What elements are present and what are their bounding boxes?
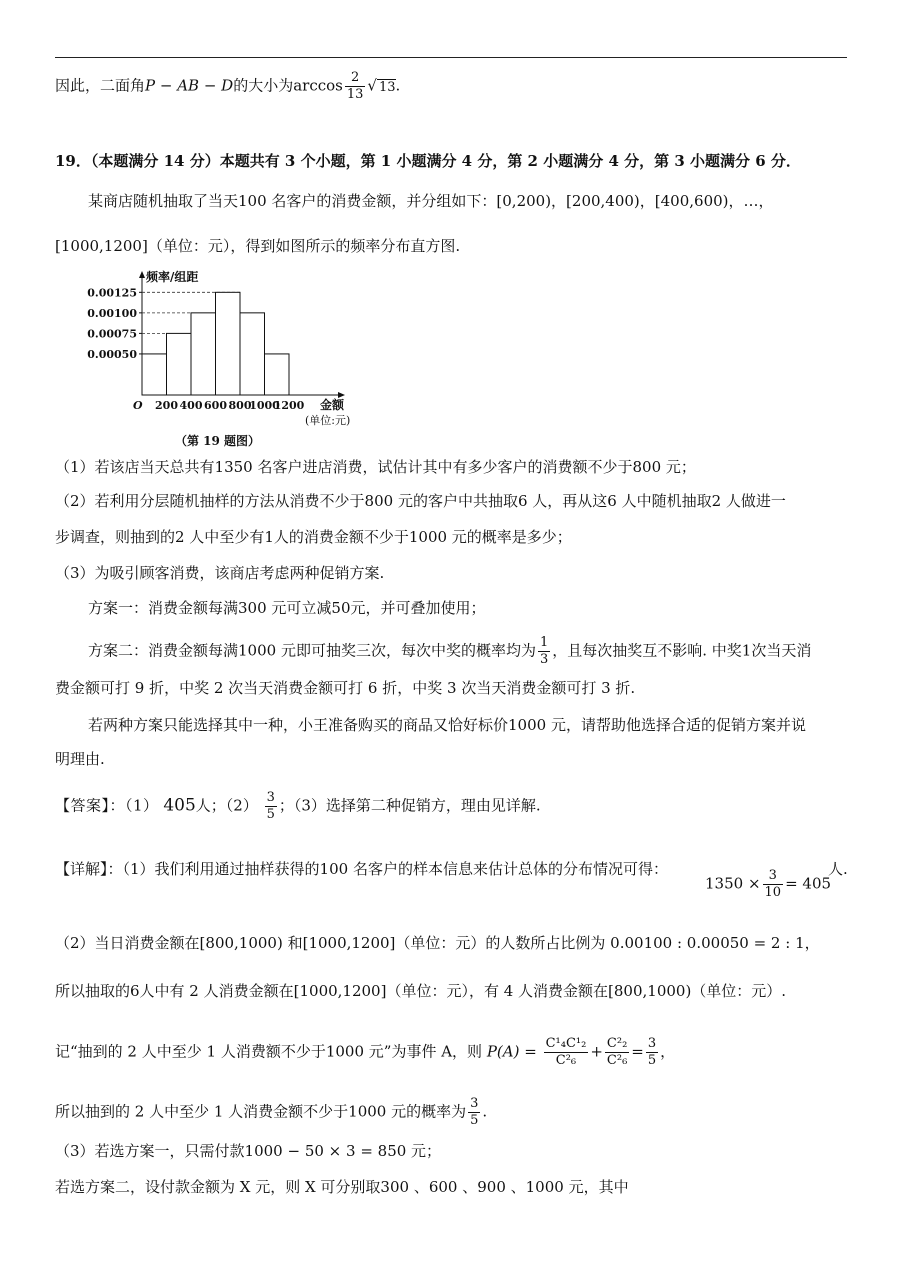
plan-two-fraction <box>538 635 550 668</box>
calc-right: = 405 <box>785 874 832 893</box>
intro-frac-den: 13 <box>346 87 364 102</box>
question-stem-1: 某商店随机抽取了当天100 名客户的消费金额，并分组如下：[0,200)，[200,400)，[400,600)，…， <box>88 192 774 210</box>
detail-calc <box>705 868 831 901</box>
prob-conclusion-fraction <box>468 1096 480 1129</box>
x-axis-label: 金额 <box>320 398 345 412</box>
histogram-bar <box>142 354 167 395</box>
question-header: 19．（本题满分 14 分）本题共有 3 个小题，第 1 小题满分 4 分，第 2 小题满分 4 分，第 3 小题满分 6 分． <box>55 152 801 170</box>
plan-two-text-b: ，且每次抽奖互不影响. 中奖1次当天消 <box>552 641 812 660</box>
answer-part-1-unit: 人；（2） <box>195 796 258 815</box>
detail-part-3-line-2: 若选方案二，设付款金额为 X 元，则 X 可分别取300 、600 、900 、1000 元，其中 <box>55 1178 629 1196</box>
answer-part-2-fraction <box>265 790 277 823</box>
y-axis-arrow <box>139 271 145 278</box>
detail-part-2-line-1: （2）当日消费金额在[800,1000) 和[1000,1200]（单位：元）的人数所占比例为 0.00100 : 0.00050 = 2 : 1， <box>55 934 820 952</box>
y-tick-label: 0.00075 <box>87 327 137 341</box>
x-tick-label: 400 <box>179 399 203 412</box>
top-rule <box>55 57 847 58</box>
histogram-bar <box>167 333 192 395</box>
intro-prefix: 因此，二面角 <box>55 76 146 95</box>
answer-frac-den: 5 <box>266 807 275 822</box>
answer-frac-num: 3 <box>266 790 275 805</box>
question-ask-2: 明理由. <box>55 750 105 768</box>
detail-part-2-line-4 <box>55 1096 487 1129</box>
plan-one: 方案一：消费金额每满300 元可立减50元，并可叠加使用； <box>88 599 486 617</box>
intro-fraction <box>345 70 366 103</box>
question-part-2-line-2: 步调查，则抽到的2 人中至少有1人的消费金额不少于1000 元的概率是多少； <box>55 528 572 546</box>
question-part-2-line-1: （2）若利用分层随机抽样的方法从消费不少于800 元的客户中共抽取6 人，再从这6 人中随机抽取2 人做进一 <box>55 492 786 510</box>
prob-plus: + <box>590 1042 603 1061</box>
calc-fraction <box>763 868 784 901</box>
x-tick-label: 600 <box>204 399 227 412</box>
x-tick-label: 1000 <box>249 399 280 412</box>
histogram-bar <box>265 354 290 395</box>
y-tick-label: 0.00100 <box>87 306 137 320</box>
y-axis-label: 频率/组距 <box>146 270 199 284</box>
answer-part-3: ；（3）选择第二种促销方，理由见详解. <box>278 796 541 815</box>
answer-label: 【答案】：（1） <box>55 796 159 815</box>
prob-f2-den: C²₆ <box>606 1053 628 1068</box>
prob-f1-num: C¹₄C¹₂ <box>545 1036 587 1051</box>
prob-f3-den: 5 <box>647 1053 657 1068</box>
x-axis-unit: (单位:元) <box>305 414 351 427</box>
prob-f2-num: C²₂ <box>606 1036 628 1051</box>
y-tick-label: 0.00050 <box>87 347 137 361</box>
prob-conclusion-text: 所以抽到的 2 人中至少 1 人消费金额不少于1000 元的概率为 <box>55 1102 467 1121</box>
intro-suffix: . <box>395 76 401 95</box>
histogram-bar <box>216 292 241 395</box>
question-ask-1: 若两种方案只能选择其中一种，小王准备购买的商品又恰好标价1000 元，请帮助他选择合适的促销方案并说 <box>88 716 806 734</box>
calc-frac-num: 3 <box>763 868 784 885</box>
histogram-bar <box>191 313 216 395</box>
prob-fraction-2 <box>605 1036 629 1069</box>
prob-fraction-3 <box>646 1036 658 1069</box>
detail-part-3-line-1: （3）若选方案一，只需付款1000 − 50 × 3 = 850 元； <box>55 1142 442 1160</box>
detail-calc-unit: 人. <box>828 860 848 878</box>
detail-part-2-line-2: 所以抽取的6人中有 2 人消费金额在[1000,1200]（单位：元），有 4 人消费金额在[800,1000)（单位：元）. <box>55 982 787 1000</box>
origin-label: O <box>133 399 143 412</box>
prob-fraction-1 <box>544 1036 589 1069</box>
prob-eq: = <box>631 1042 644 1061</box>
prob-end: ， <box>660 1042 676 1061</box>
calc-frac-den: 10 <box>764 885 782 900</box>
question-part-1: （1）若该店当天总共有1350 名客户进店消费，试估计其中有多少客户的消费额不少于800 元； <box>55 458 696 476</box>
answer-part-1: 405 <box>163 795 196 816</box>
intro-expr: P − AB − D <box>145 76 234 95</box>
prob-conclusion-den: 5 <box>470 1113 479 1128</box>
histogram-bar <box>240 313 265 395</box>
plan-two-frac-num: 1 <box>539 635 549 650</box>
prob-conclusion-end: . <box>482 1102 488 1121</box>
intro-frac-num: 2 <box>345 70 366 87</box>
histogram-figure <box>80 270 360 455</box>
prob-conclusion-num: 3 <box>470 1096 479 1111</box>
prob-expr: P(A) = <box>486 1042 537 1061</box>
plan-two-text-a: 方案二：消费金额每满1000 元即可抽奖三次，每次中奖的概率均为 <box>88 641 536 660</box>
x-tick-label: 200 <box>155 399 178 412</box>
prob-f3-num: 3 <box>647 1036 657 1051</box>
intro-sqrt: 13 <box>378 79 396 95</box>
x-tick-label: 1200 <box>273 399 305 412</box>
detail-label: 【详解】：（1）我们利用通过抽样获得的100 名客户的样本信息来估计总体的分布情况可得： <box>55 860 668 878</box>
plan-two-frac-den: 3 <box>539 652 549 667</box>
figure-caption: （第 19 题图） <box>175 434 261 448</box>
question-stem-2: [1000,1200]（单位：元），得到如图所示的频率分布直方图. <box>55 237 461 255</box>
y-tick-label: 0.00125 <box>87 286 137 300</box>
histogram-svg <box>80 270 360 430</box>
plan-two-line-1 <box>88 635 811 668</box>
question-part-3: （3）为吸引顾客消费，该商店考虑两种促销方案. <box>55 564 385 582</box>
detail-part-2-line-3 <box>55 1036 675 1069</box>
plan-two-line-2: 费金额可打 9 折，中奖 2 次当天消费金额可打 6 折，中奖 3 次当天消费金额可打 3 折. <box>55 679 636 697</box>
x-tick-label: 800 <box>228 399 252 412</box>
intro-mid: 的大小为arccos <box>233 76 343 95</box>
calc-left: 1350 × <box>705 874 761 893</box>
intro-line: 因此，二面角P − AB − D的大小为arccos $\frac{2}{13}$ √ 13. <box>55 70 401 102</box>
prob-f1-den: C²₆ <box>555 1053 577 1068</box>
event-text: 记“抽到的 2 人中至少 1 人消费额不少于1000 元”为事件 A，则 <box>55 1042 483 1061</box>
answer-line <box>55 790 541 823</box>
